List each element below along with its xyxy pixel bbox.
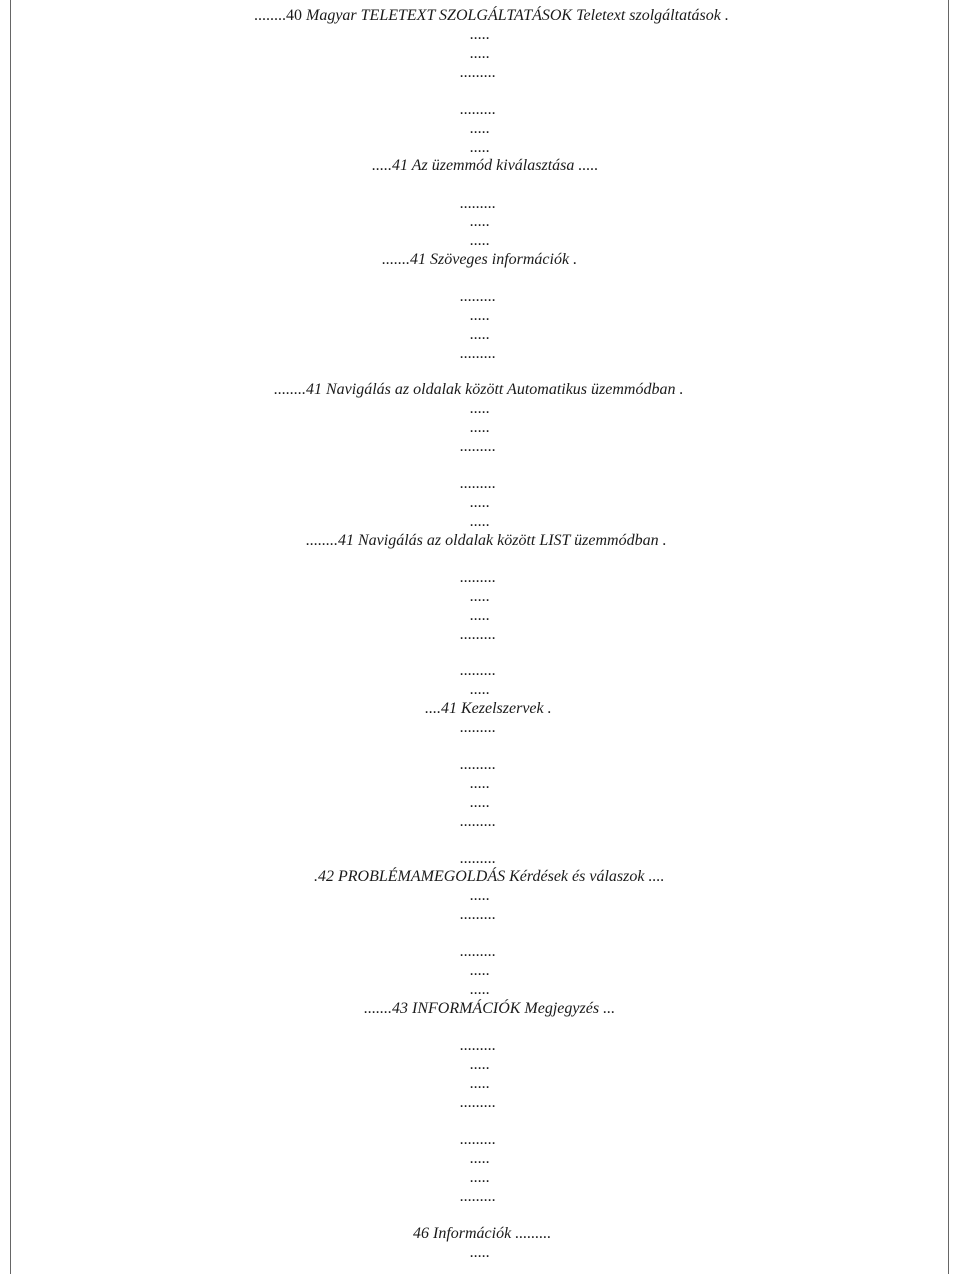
toc-leader: ......... bbox=[460, 662, 496, 679]
toc-leader: ..... bbox=[470, 26, 490, 43]
toc-leader: ..... bbox=[470, 213, 490, 230]
toc-leader: ......... bbox=[460, 569, 496, 586]
toc-entry-navigalas-list: ........41 Navigálás az oldalak között LIST üzemmódban . bbox=[306, 532, 667, 549]
toc-leader: ..... bbox=[470, 607, 490, 624]
toc-leader: ..... bbox=[470, 1075, 490, 1092]
toc-leader: ..... bbox=[470, 794, 490, 811]
toc-entry-prefix: ........40 bbox=[254, 7, 306, 24]
toc-entry-szoveges: .......41 Szöveges információk . bbox=[382, 251, 578, 268]
toc-leader: ..... bbox=[470, 400, 490, 417]
toc-leader: ......... bbox=[460, 1037, 496, 1054]
toc-leader: ..... bbox=[470, 588, 490, 605]
toc-leader: ..... bbox=[470, 326, 490, 343]
toc-leader: ......... bbox=[460, 943, 496, 960]
toc-leader: ..... bbox=[470, 681, 490, 698]
toc-leader: ......... bbox=[460, 1094, 496, 1111]
toc-leader: ..... bbox=[470, 962, 490, 979]
toc-leader: ......... bbox=[460, 719, 496, 736]
toc-leader: ......... bbox=[460, 345, 496, 362]
toc-leader: ......... bbox=[460, 813, 496, 830]
toc-leader: ..... bbox=[470, 981, 490, 998]
toc-entry-problemamegoldas: .42 PROBLÉMAMEGOLDÁS Kérdések és válaszok .... bbox=[314, 868, 665, 885]
toc-entry-46-informaciok: 46 Információk ......... bbox=[413, 1225, 552, 1242]
toc-leader: ......... bbox=[460, 475, 496, 492]
left-page-border bbox=[10, 0, 11, 1274]
toc-leader: ......... bbox=[460, 64, 496, 81]
toc-leader: ..... bbox=[470, 1244, 490, 1261]
toc-leader: ..... bbox=[470, 232, 490, 249]
toc-leader: ......... bbox=[460, 1188, 496, 1205]
toc-leader: ......... bbox=[460, 288, 496, 305]
right-page-border bbox=[948, 0, 949, 1274]
toc-leader: ......... bbox=[460, 626, 496, 643]
toc-leader: ..... bbox=[470, 1150, 490, 1167]
toc-entry-text: Magyar TELETEXT SZOLGÁLTATÁSOK Teletext szolgáltatások . bbox=[306, 7, 729, 24]
toc-leader: ..... bbox=[470, 419, 490, 436]
toc-leader: ..... bbox=[470, 45, 490, 62]
toc-leader: ..... bbox=[470, 494, 490, 511]
toc-leader: ......... bbox=[460, 756, 496, 773]
toc-leader: ......... bbox=[460, 195, 496, 212]
toc-leader: ..... bbox=[470, 139, 490, 156]
toc-leader: ..... bbox=[470, 775, 490, 792]
toc-leader: ......... bbox=[460, 906, 496, 923]
toc-leader: ..... bbox=[470, 1169, 490, 1186]
toc-entry-teletext bbox=[254, 7, 729, 25]
toc-leader: ......... bbox=[460, 438, 496, 455]
toc-leader: ..... bbox=[470, 307, 490, 324]
toc-leader: ......... bbox=[460, 1131, 496, 1148]
toc-leader: ..... bbox=[470, 887, 490, 904]
toc-entry-kezelszervek: ....41 Kezelszervek . bbox=[425, 700, 552, 717]
toc-leader: ..... bbox=[470, 1056, 490, 1073]
toc-leader: ......... bbox=[460, 101, 496, 118]
toc-entry-informaciok: .......43 INFORMÁCIÓK Megjegyzés ... bbox=[364, 1000, 616, 1017]
toc-entry-navigalas-auto: ........41 Navigálás az oldalak között Automatikus üzemmódban . bbox=[274, 381, 684, 398]
toc-leader: ..... bbox=[470, 513, 490, 530]
toc-leader: ..... bbox=[470, 120, 490, 137]
toc-entry-uzemmod: .....41 Az üzemmód kiválasztása ..... bbox=[372, 157, 599, 174]
toc-leader: ......... bbox=[460, 850, 496, 867]
